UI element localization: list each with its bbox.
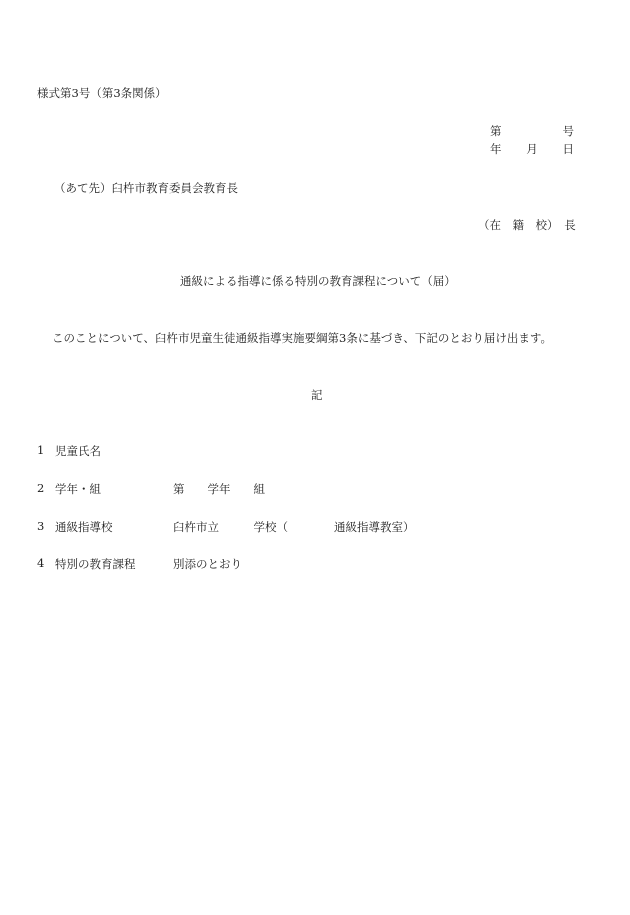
date-day: 日 xyxy=(562,142,574,156)
date-year: 年 xyxy=(490,142,502,156)
date-line xyxy=(490,141,574,157)
item-number: 3 xyxy=(37,519,45,533)
item-number: 1 xyxy=(37,443,45,457)
document-title: 通級による指導に係る特別の教育課程について（届） xyxy=(180,274,456,288)
item-label: 学年・組 xyxy=(55,482,101,496)
number-suffix: 号 xyxy=(562,124,574,138)
addressee: （あて先）臼杵市教育委員会教育長 xyxy=(54,181,238,195)
item-value: 第 学年 組 xyxy=(173,482,265,496)
sender: （在 籍 校） 長 xyxy=(478,218,576,232)
item-label: 児童氏名 xyxy=(55,444,101,458)
number-prefix: 第 xyxy=(490,124,502,138)
item-label: 通級指導校 xyxy=(55,520,113,534)
item-value: 別添のとおり xyxy=(173,557,242,571)
form-number: 様式第3号（第3条関係） xyxy=(37,86,167,100)
item-number: 2 xyxy=(37,481,45,495)
item-number: 4 xyxy=(37,556,45,570)
body-text: このことについて、臼杵市児童生徒通級指導実施要綱第3条に基づき、下記のとおり届け出ます。 xyxy=(52,331,552,345)
item-value: 臼杵市立 学校（ 通級指導教室） xyxy=(173,520,415,534)
date-month: 月 xyxy=(526,142,538,156)
ki-heading: 記 xyxy=(311,388,323,402)
document-number-line xyxy=(490,123,574,139)
item-label: 特別の教育課程 xyxy=(55,557,136,571)
